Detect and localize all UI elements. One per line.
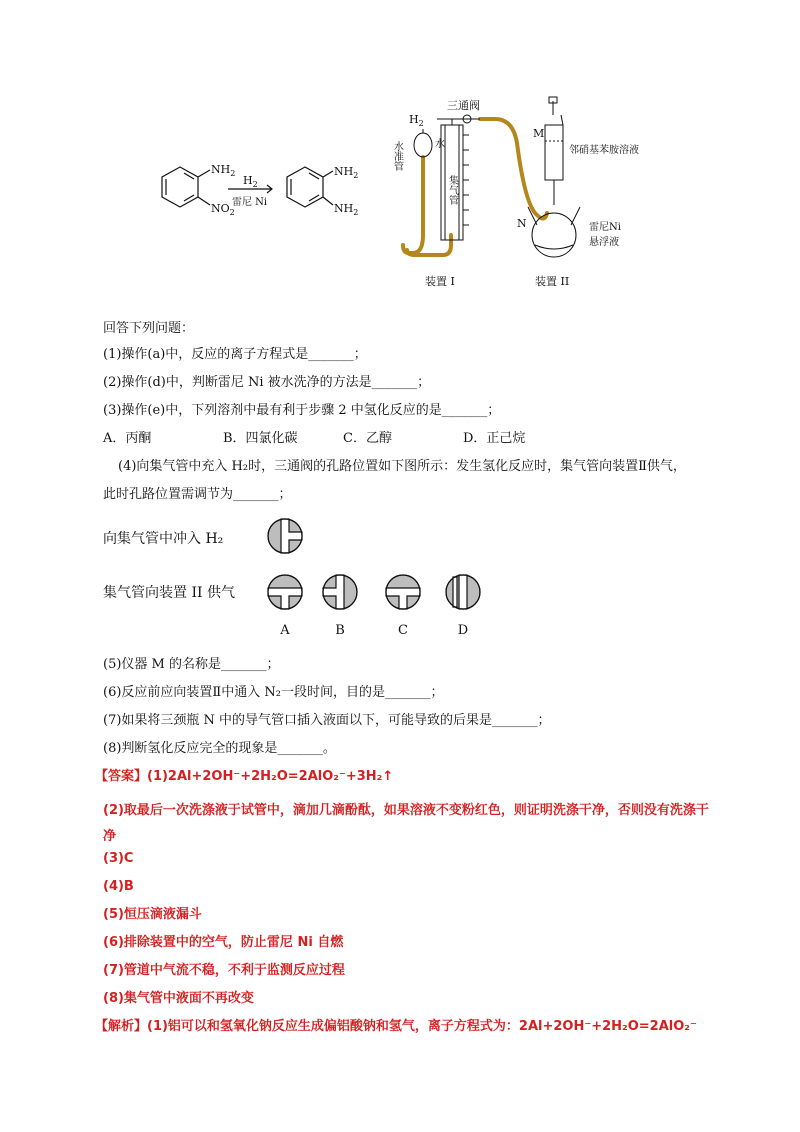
answer-5: (5)恒压滴液漏斗 — [103, 907, 202, 922]
gas-tube-label: 集气管 — [446, 175, 458, 205]
svg-text:NH2: $NH_2$ — [334, 202, 359, 217]
answer-8: (8)集气管中液面不再改变 — [103, 991, 254, 1006]
questions-intro: 回答下列问题： — [103, 321, 195, 336]
solution-label: 邻硝基苯胺溶液 — [569, 145, 639, 156]
valve-row1-label: 向集气管中冲入 H₂ — [103, 531, 224, 547]
valve-label-a: A — [280, 623, 290, 638]
reactant-ring — [162, 167, 198, 207]
svg-text:H2: $H_2$ — [243, 174, 258, 189]
answer-4: (4)B — [103, 879, 134, 894]
question-3: (3)操作(e)中，下列溶剂中最有利于步骤 2 中氢化反应的是_______； — [103, 403, 501, 418]
n-label: N — [517, 217, 527, 230]
catalyst-label1: 雷尼Ni — [589, 222, 621, 233]
reaction-scheme — [140, 155, 370, 235]
product-sub1: NH — [334, 165, 354, 178]
water-leveling-bulb — [414, 133, 432, 157]
svg-text:NO2: $NO_2$ — [211, 202, 235, 217]
valve-label: 三通阀 — [447, 99, 480, 112]
reagent-bottom: 雷尼 Ni — [232, 197, 268, 208]
valve-option-d — [446, 575, 480, 609]
reactant-sub1: NH — [211, 163, 231, 176]
analysis: 【解析】(1)铝可以和氢氧化钠反应生成偏铝酸钠和氢气，离子方程式为：2Al+2OH⁻+2H₂O=2AlO₂⁻ — [95, 1019, 697, 1034]
h2-label: H — [409, 113, 419, 126]
svg-text:NH2: $NH_2$ — [334, 165, 359, 180]
m-label: M — [533, 127, 545, 140]
three-neck-flask — [532, 213, 576, 257]
svg-text:H2: $H_2$ — [409, 113, 424, 128]
reactant-sub2: NO — [211, 202, 230, 215]
device2-label: 装置 II — [535, 275, 570, 288]
answer-3: (3)C — [103, 851, 134, 866]
question-3-options — [103, 430, 583, 448]
answer-6: (6)排除装置中的空气，防止雷尼 Ni 自燃 — [103, 935, 344, 950]
valve-row2-label: 集气管向装置 II 供气 — [103, 585, 235, 601]
question-2: (2)操作(d)中，判断雷尼 Ni 被水洗净的方法是_______； — [103, 375, 431, 390]
apparatus-diagram — [385, 95, 675, 295]
product-ring — [287, 167, 323, 207]
valve-label-d: D — [457, 623, 469, 638]
answer-2: (2)取最后一次洗涤液于试管中，滴加几滴酚酞，如果溶液不变粉红色，则证明洗涤干净，否则没有洗涤干净 — [103, 803, 709, 844]
option-c: C．乙醇 — [343, 431, 392, 446]
question-7: (7)如果将三颈瓶 N 中的导气管口插入液面以下，可能导致的后果是_______； — [103, 713, 551, 728]
rubber-tube-left — [403, 157, 423, 253]
valve-label-b: B — [335, 623, 345, 638]
device1-label: 装置 I — [425, 275, 455, 288]
answer-1: 【答案】(1)2Al+2OH⁻+2H₂O=2AlO₂⁻+3H₂↑ — [95, 769, 394, 784]
product-sub2: NH — [334, 202, 354, 215]
water-tube-label: 水准管 — [391, 141, 403, 171]
question-6: (6)反应前应向装置Ⅱ中通入 N₂一段时间，目的是_______； — [103, 685, 444, 700]
question-4-line1: (4)向集气管中充入 H₂时，三通阀的孔路位置如下图所示：发生氢化反应时，集气管向装置Ⅱ供气， — [118, 459, 686, 474]
option-b: B．四氯化碳 — [223, 431, 298, 446]
water-label: 水 — [435, 139, 445, 150]
reagent-top: H — [243, 174, 253, 187]
valve-option-c — [386, 575, 420, 609]
option-d: D．正己烷 — [463, 431, 526, 446]
dropping-funnel — [545, 125, 563, 180]
valve-fill-h2 — [268, 519, 302, 553]
question-1: (1)操作(a)中，反应的离子方程式是_______； — [103, 347, 367, 362]
valve-label-c: C — [398, 623, 408, 638]
question-4-line2: 此时孔路位置需调节为_______； — [103, 487, 292, 502]
valve-diagrams — [255, 510, 505, 640]
option-a: A．丙酮 — [103, 431, 152, 446]
catalyst-label2: 悬浮液 — [589, 237, 619, 248]
valve-option-b — [323, 575, 357, 609]
question-8: (8)判断氢化反应完全的现象是_______。 — [103, 741, 336, 756]
valve-option-a — [268, 575, 302, 609]
question-5: (5)仪器 M 的名称是_______； — [103, 657, 280, 672]
svg-text:NH2: $NH_2$ — [211, 163, 236, 178]
answer-7: (7)管道中气流不稳，不利于监测反应过程 — [103, 963, 345, 978]
